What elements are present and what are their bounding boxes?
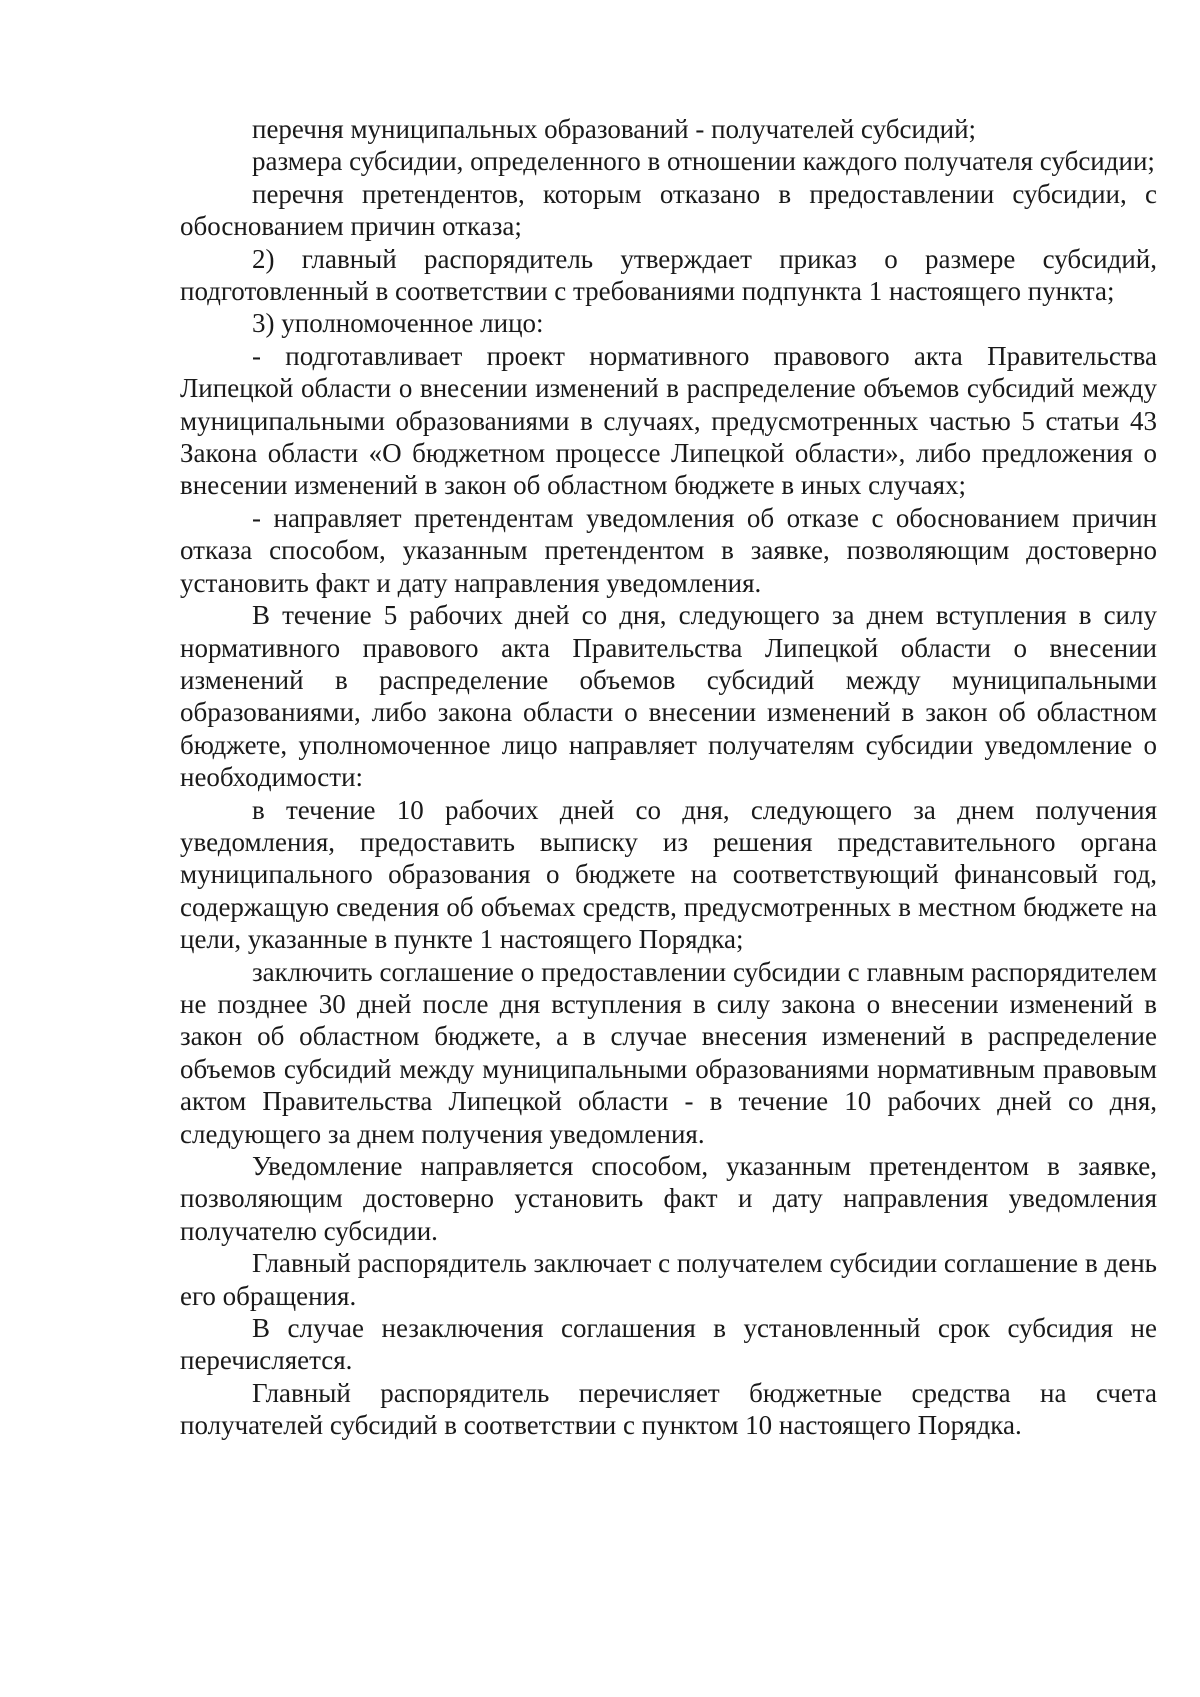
paragraph: 3) уполномоченное лицо: <box>252 308 544 339</box>
paragraph: 2) главный распорядитель утверждает приказ о размере субсидий, подготовленный в соответствии с требованиями подпункта 1 настоящего пункта; <box>180 243 1157 307</box>
paragraph: В течение 5 рабочих дней со дня, следующего за днем вступления в силу нормативного правового акта Правительства Липецкой области о внесении изменений в распределение объемов субсидий между муниципальными образованиями, либо закона области о внесении изменений в закон об областном бюджете, уполномоченное лицо направляет получателям субсидии уведомление о необходимости: <box>180 600 1157 793</box>
paragraph: в течение 10 рабочих дней со дня, следующего за днем получения уведомления, предоставить выписку из решения представительного органа муниципального образования о бюджете на соответствующий финансовый год, содержащую сведения об объемах средств, предусмотренных в местном бюджете на цели, указанные в пункте 1 настоящего Порядка; <box>180 794 1157 955</box>
paragraph: В случае незаключения соглашения в установленный срок субсидия не перечисляется. <box>180 1313 1157 1376</box>
document-body <box>180 113 1157 1442</box>
paragraph: Уведомление направляется способом, указанным претендентом в заявке, позволяющим достоверно установить факт и дату направления уведомления получателю субсидии. <box>180 1151 1157 1246</box>
paragraph: перечня муниципальных образований - получателей субсидий; <box>252 114 977 144</box>
paragraph: Главный распорядитель перечисляет бюджетные средства на счета получателей субсидий в соответствии с пунктом 10 настоящего Порядка. <box>180 1377 1157 1441</box>
paragraph: перечня претендентов, которым отказано в предоставлении субсидии, с обоснованием причин отказа; <box>180 178 1157 242</box>
paragraph: заключить соглашение о предоставлении субсидии с главным распорядителем не позднее 30 дней после дня вступления в силу закона о внесении изменений в закон об областном бюджете, а в случае внесения изменений в распределение объемов субсидий между муниципальными образованиями нормативным правовым актом Правительства Липецкой области - в течение 10 рабочих дней со дня, следующего за днем получения уведомления. <box>180 956 1157 1149</box>
paragraph: - направляет претендентам уведомления об отказе с обоснованием причин отказа способом, указанным претендентом в заявке, позволяющим достоверно установить факт и дату направления уведомления. <box>180 502 1157 598</box>
paragraph: размера субсидии, определенного в отношении каждого получателя субсидии; <box>252 146 1155 177</box>
paragraph: - подготавливает проект нормативного правового акта Правительства Липецкой области о внесении изменений в распределение объемов субсидий между муниципальными образованиями в случаях, предусмотренных частью 5 статьи 43 Закона области «О бюджетном процессе Липецкой области», либо предложения о внесении изменений в закон об областном бюджете в иных случаях; <box>180 340 1157 501</box>
paragraph: Главный распорядитель заключает с получателем субсидии соглашение в день его обращения. <box>180 1248 1157 1311</box>
